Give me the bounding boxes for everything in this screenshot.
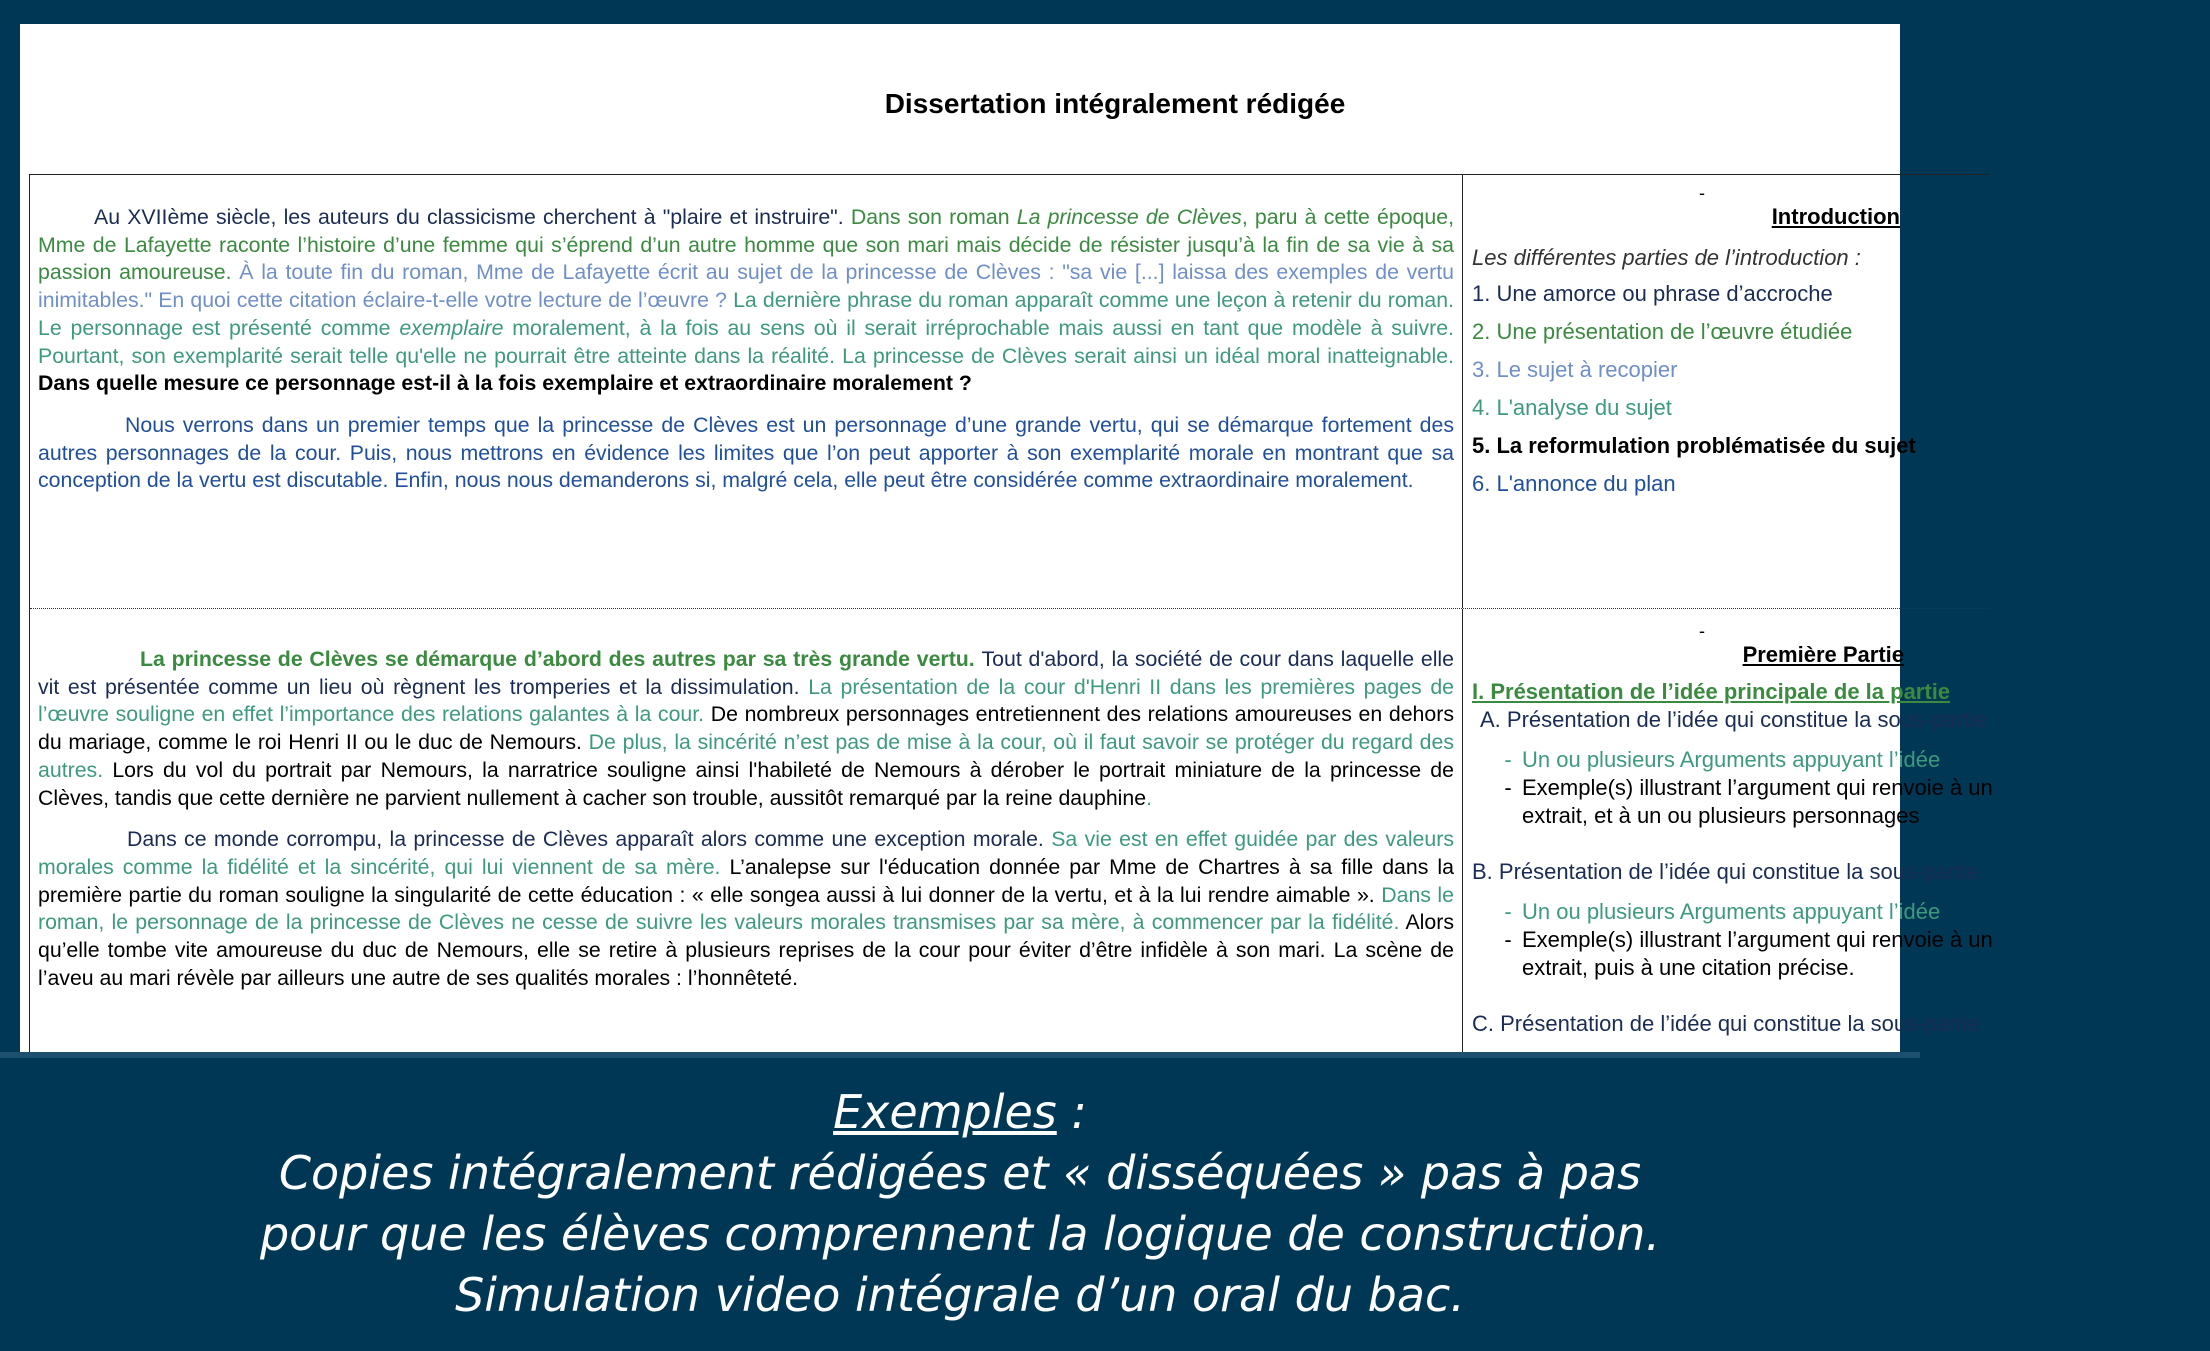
text-segment: Nous verrons dans un premier temps que la princesse de Clèves est un personnage d’une grande vertu, qui se démarque fortement des autres personnages de la cour. Puis, nous mettrons en évidence les limites que l’on peut apporter à son exemplarité morale en montrant que sa conception de la vertu est discutable. Enfin, nous nous demanderons si, malgré cela, elle peut être considérée comme extraordinaire moralement. bbox=[38, 412, 1454, 493]
text-segment: Sa vie est en effet guidée par des valeurs morales comme la fidélité et la sincérité, qui lui viennent de sa mère. bbox=[38, 827, 1454, 879]
subpart-bullet-item bbox=[1494, 802, 2064, 830]
section-title-introduction: Introduction bbox=[1771, 204, 1900, 229]
text-segment: exemplaire bbox=[399, 315, 504, 340]
text-segment: Dans le roman, le personnage de la princesse de Clèves ne cesse de suivre les valeurs morales transmises par sa mère, à commencer par la fidélité. bbox=[38, 882, 1455, 935]
bullet-text: extrait, puis à une citation précise. bbox=[1522, 955, 1855, 980]
side-cell-introduction bbox=[1464, 175, 2064, 608]
bullet-text: Exemple(s) illustrant l’argument qui renvoie à un bbox=[1522, 775, 1993, 800]
bullet-text: Un ou plusieurs Arguments appuyant l’idée bbox=[1522, 747, 1941, 772]
text-segment: La princesse de Clèves bbox=[1016, 205, 1242, 229]
intro-paragraph bbox=[38, 204, 1454, 398]
section-dash: - bbox=[1699, 621, 1705, 641]
bullet-dash: - bbox=[1504, 747, 1512, 772]
dissertation-table bbox=[29, 174, 1993, 1075]
subpart-a-title: A. Présentation de l’idée qui constitue la sous-partie bbox=[1480, 707, 1987, 732]
banner-heading-suffix: : bbox=[1056, 1085, 1087, 1139]
bullet-text: Exemple(s) illustrant l’argument qui renvoie à un bbox=[1522, 927, 1993, 952]
text-segment: Lors du vol du portrait par Nemours, la narratrice souligne ainsi l'habileté de Nemours à dérober le portrait miniature de la princesse de Clèves, tandis que cette dernière ne parvient nullement à cacher son trouble, aussitôt remarqué par la reine dauphine bbox=[38, 757, 1455, 810]
text-segment: La dernière phrase du roman apparaît comme une leçon à retenir du roman. Le personnage est présenté comme bbox=[38, 288, 1455, 340]
section-dash: - bbox=[1699, 183, 1705, 203]
intro-part-item: 5. La reformulation problématisée du sujet bbox=[1472, 433, 1916, 458]
intro-part-item: 4. L'analyse du sujet bbox=[1472, 395, 1672, 420]
text-segment: De plus, la sincérité n’est pas de mise à la cour, où il faut savoir se protéger du regard des autres. bbox=[38, 730, 1454, 782]
text-cell-introduction bbox=[30, 175, 1463, 608]
text-segment: moralement, à la fois au sens où il serait irréprochable mais aussi en tant que modèle à suivre. Pourtant, son exemplarité serait telle qu'elle ne pourrait être atteinte dans la réalité. La princesse de Clèves serait ainsi un idéal moral inatteignable. bbox=[38, 315, 1454, 368]
table-row-premiere-partie bbox=[30, 609, 1993, 1109]
bullet-dash bbox=[1494, 954, 1522, 982]
intro-part-item: 3. Le sujet à recopier bbox=[1472, 357, 1678, 382]
text-segment: Au XVIIème siècle, les auteurs du classicisme cherchent à "plaire et instruire". bbox=[94, 205, 851, 229]
banner-heading-line bbox=[0, 1082, 1920, 1143]
bullet-text: Un ou plusieurs Arguments appuyant l’idée bbox=[1522, 899, 1941, 924]
bullet-dash: - bbox=[1504, 927, 1512, 952]
intro-parts-list bbox=[1472, 280, 2064, 498]
text-segment: Dans ce monde corrompu, la princesse de Clèves apparaît alors comme une exception morale. bbox=[127, 827, 1052, 852]
text-segment: À la toute fin du roman, Mme de Lafayette écrit au sujet de la princesse de Clèves : "sa vie [...] laissa des exemples de vertu inimitables." En quoi cette citation éclaire-t-elle votre lecture de l’œuvre ? bbox=[38, 260, 1454, 313]
banner-heading: Exemples bbox=[833, 1085, 1057, 1139]
intro-part-item: 2. Une présentation de l’œuvre étudiée bbox=[1472, 319, 1853, 344]
banner-line-1: Copies intégralement rédigées et « disséquées » pas à pas bbox=[278, 1146, 1642, 1200]
text-segment: Dans quelle mesure ce personnage est-il à la fois exemplaire et extraordinaire moralement ? bbox=[38, 371, 972, 396]
bullet-dash: - bbox=[1504, 775, 1512, 800]
part-main-idea-title: I. Présentation de l’idée principale de la partie bbox=[1472, 679, 1951, 704]
text-segment: De nombreux personnages entretiennent des relations amoureuses en dehors du mariage, comme le roi Henri II ou le duc de Nemours. bbox=[38, 702, 1454, 755]
bullet-dash: - bbox=[1504, 899, 1512, 924]
subpart-a-list bbox=[1494, 746, 2064, 830]
intro-parts-subtitle: Les différentes parties de l’introduction : bbox=[1472, 245, 1861, 270]
subpart-bullet-item bbox=[1494, 954, 2064, 982]
section-title-premiere-partie: Première Partie bbox=[1742, 642, 1904, 667]
bullet-text: extrait, et à un ou plusieurs personnages bbox=[1522, 803, 1920, 828]
subpart-bullet-item bbox=[1494, 926, 2064, 954]
intro-part-item: 6. L'annonce du plan bbox=[1472, 471, 1676, 496]
text-cell-premiere-partie bbox=[30, 609, 1463, 1109]
text-segment: Dans son roman bbox=[850, 205, 1017, 229]
subpart-bullet-item bbox=[1494, 746, 2064, 774]
text-segment: La princesse de Clèves se démarque d’abord des autres par sa très grande vertu. bbox=[140, 647, 982, 671]
subpart-bullet-item bbox=[1494, 898, 2064, 926]
text-segment: L’analepse sur l'éducation donnée par Mme de Chartres à sa fille dans la première partie du roman souligne la singularité de cette éducation : « elle songea aussi à lui donner de la vertu, et à la lui rendre aimable ». bbox=[38, 854, 1455, 907]
caption-banner bbox=[0, 1058, 1920, 1351]
side-cell-premiere-partie bbox=[1464, 609, 2064, 1109]
document-title: Dissertation intégralement rédigée bbox=[884, 88, 1346, 119]
document-page bbox=[20, 24, 1993, 1052]
part1-paragraph-1 bbox=[38, 646, 1454, 812]
text-segment: Alors qu’elle tombe vite amoureuse du duc de Nemours, elle se retire à plusieurs reprises de la cour pour éviter d’être infidèle à son mari. La scène de l’aveu au mari révèle par ailleurs une autre de ses qualités morales : l’honnêteté. bbox=[38, 910, 1454, 990]
text-segment: La présentation de la cour d'Henri II dans les premières pages de l’œuvre souligne en effet l’importance des relations galantes à la cour. bbox=[38, 674, 1455, 727]
plan-paragraph bbox=[38, 412, 1454, 495]
text-segment: . bbox=[1146, 785, 1153, 810]
bullet-dash bbox=[1494, 802, 1522, 830]
text-segment: Tout d'abord, la société de cour dans laquelle elle vit est présentée comme un lieu où règnent les tromperies et la dissimulation. bbox=[38, 647, 1454, 699]
subpart-bullet-item bbox=[1494, 774, 2064, 802]
table-row-introduction bbox=[30, 175, 1990, 609]
banner-line-3: Simulation video intégrale d’un oral du bac. bbox=[455, 1268, 1465, 1322]
subpart-b-list bbox=[1494, 898, 2064, 982]
intro-part-item: 1. Une amorce ou phrase d’accroche bbox=[1472, 281, 1833, 306]
text-segment: , paru à cette époque, Mme de Lafayette raconte l’histoire d’une femme qui s’éprend d’un autre homme que son mari mais décide de résister jusqu’à la fin de sa vie à sa passion amoureuse. bbox=[38, 205, 1455, 285]
subpart-c-title: C. Présentation de l’idée qui constitue la sous-partie bbox=[1472, 1011, 1980, 1036]
part1-paragraph-2 bbox=[38, 826, 1454, 992]
banner-line-2: pour que les élèves comprennent la logique de construction. bbox=[259, 1207, 1661, 1261]
subpart-b-title: B. Présentation de l’idée qui constitue la sous-partie bbox=[1472, 859, 1979, 884]
